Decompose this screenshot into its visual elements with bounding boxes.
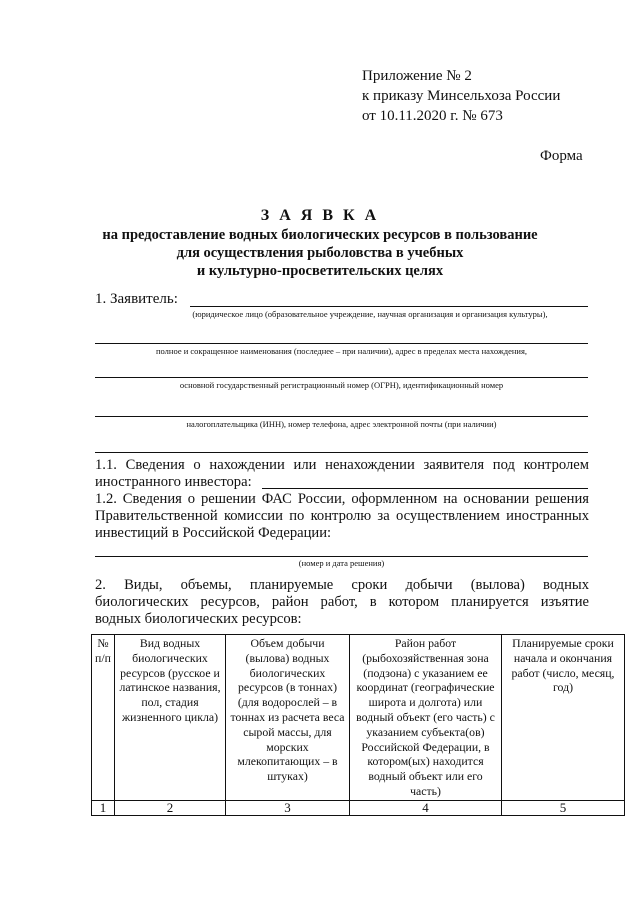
section-2-line-2: биологических ресурсов, район работ, в котором планируется изъятие <box>95 594 589 610</box>
table-header-cell: Район работ (рыбохозяйственная зона (подзона) с указанием ее координат (географические широта и долгота) или водный объект (его часть) с указанием субъекта(ов) Российской Федерации, в котором(ых) находится водный объект или его часть) <box>350 635 502 801</box>
applicant-hint-1: (юридическое лицо (образовательное учреждение, научная организация и организация культуры), <box>192 309 548 319</box>
section-2-line-3: водных биологических ресурсов: <box>95 611 302 627</box>
applicant-hint-4: налогоплательщика (ИНН), номер телефона, адрес электронной почты (при наличии) <box>186 419 497 429</box>
table-number-cell: 4 <box>350 800 502 815</box>
table-header-cell: Вид водных биологических ресурсов (русское и латинское названия, пол, стадия жизненного цикла) <box>115 635 226 801</box>
fas-decision-hint: (номер и дата решения) <box>298 558 385 568</box>
applicant-field-line-1[interactable] <box>190 306 588 307</box>
table-number-cell: 3 <box>226 800 350 815</box>
applicant-label: 1. Заявитель: <box>95 291 178 307</box>
section-2 <box>95 577 589 628</box>
foreign-investor-field-line[interactable] <box>262 488 588 489</box>
document-subtitle <box>0 226 640 280</box>
appendix-number: Приложение № 2 <box>362 68 472 84</box>
table-number-cell: 5 <box>502 800 625 815</box>
applicant-field-line-5[interactable] <box>95 452 588 453</box>
order-date: от 10.11.2020 г. № 673 <box>362 108 503 124</box>
table-header-row <box>92 635 625 801</box>
fas-decision-field-line[interactable] <box>95 556 588 557</box>
section-1-1-line-2: иностранного инвестора: <box>95 474 252 490</box>
table-header-cell: № п/п <box>92 635 115 801</box>
resources-table <box>91 634 625 816</box>
subtitle-line-1: на предоставление водных биологических ресурсов в пользование <box>102 227 538 243</box>
form-label: Форма <box>540 148 583 164</box>
applicant-hint-3: основной государственный регистрационный номер (ОГРН), идентификационный номер <box>179 380 504 390</box>
order-reference: к приказу Минсельхоза России <box>362 88 561 104</box>
section-1-2-line-1: 1.2. Сведения о решении ФАС России, оформленном на основании решения <box>95 491 589 507</box>
section-1-2-line-3: инвестиций в Российской Федерации: <box>95 525 332 541</box>
table-header-cell: Объем добычи (вылова) водных биологических ресурсов (в тоннах) (для водорослей – в тоннах из расчета веса сырой массы, для морских млекопитающих – в штуках) <box>226 635 350 801</box>
document-title: З А Я В К А <box>260 207 380 224</box>
section-2-line-1: 2. Виды, объемы, планируемые сроки добычи (вылова) водных <box>95 577 589 593</box>
applicant-field-line-4[interactable] <box>95 416 588 417</box>
appendix-header <box>362 66 622 126</box>
section-1-1-line-1: 1.1. Сведения о нахождении или ненахождении заявителя под контролем <box>95 457 589 473</box>
subtitle-line-2: для осуществления рыболовства в учебных <box>176 245 464 261</box>
section-1-2-line-2: Правительственной комиссии по контролю за осуществлением иностранных <box>95 508 589 524</box>
section-1-2 <box>95 491 589 542</box>
table-number-row <box>92 800 625 815</box>
table-number-cell: 2 <box>115 800 226 815</box>
table-header-cell: Планируемые сроки начала и окончания работ (число, месяц, год) <box>502 635 625 801</box>
applicant-field-line-3[interactable] <box>95 377 588 378</box>
applicant-field-line-2[interactable] <box>95 343 588 344</box>
applicant-hint-2: полное и сокращенное наименования (последнее – при наличии), адрес в пределах места нахождения, <box>156 346 527 356</box>
table-number-cell: 1 <box>92 800 115 815</box>
section-1-1 <box>95 457 589 491</box>
subtitle-line-3: и культурно-просветительских целях <box>196 263 444 279</box>
